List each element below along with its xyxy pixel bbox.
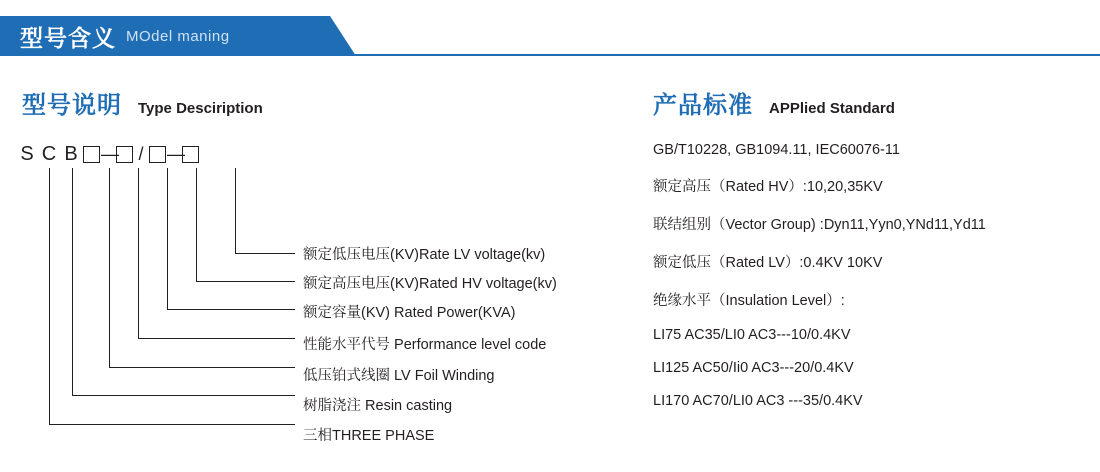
model-code-box-3 [149, 146, 166, 163]
standard-line: 联结组别（Vector Group) :Dyn11,Yyn0,YNd11,Yd11 [653, 217, 986, 233]
header-divider-line [352, 54, 1100, 56]
model-code-sequence [16, 143, 200, 166]
section-title-type-description-cn: 型号说明 [22, 92, 122, 119]
section-title-applied-standard-cn: 产品标准 [653, 92, 753, 119]
model-code-separator-1: — [101, 144, 119, 164]
legend-label-performance-level-code: 性能水平代号 Performance level code [303, 337, 547, 353]
legend-label-lv-foil-winding: 低压铂式线圈 LV Foil Winding [303, 368, 495, 384]
section-title-type-description [22, 85, 263, 120]
model-code-letter-s: S [20, 143, 34, 165]
standard-line: 额定高压（Rated HV）:10,20,35KV [653, 179, 883, 195]
model-code-separator-3: — [167, 144, 185, 164]
legend-label-rated-power: 额定容量(KV) Rated Power(KVA) [303, 305, 516, 321]
legend-label-three-phase: 三相THREE PHASE [303, 428, 435, 444]
standard-line: 绝缘水平（Insulation Level）: [653, 293, 845, 309]
standard-line: GB/T10228, GB1094.11, IEC60076-11 [653, 142, 900, 158]
model-code-box-2 [116, 146, 133, 163]
legend-label-rated-hv-voltage: 额定高压电压(KV)Rated HV voltage(kv) [303, 276, 557, 292]
legend-label-rated-lv-voltage: 额定低压电压(KV)Rate LV voltage(kv) [303, 247, 546, 263]
model-code-letter-b: B [64, 143, 78, 165]
standard-line: 额定低压（Rated LV）:0.4KV 10KV [653, 255, 883, 271]
model-code-box-1 [83, 146, 100, 163]
model-code-separator-2: / [138, 144, 144, 164]
header-title-en: MOdel maning [126, 27, 230, 45]
standard-line: LI170 AC70/LI0 AC3 ---35/0.4KV [653, 393, 863, 409]
header-title-cn: 型号含义 [20, 24, 116, 51]
section-title-applied-standard-en: APPlied Standard [769, 100, 895, 117]
header-banner-wedge [330, 16, 356, 56]
leader-line-7 [49, 168, 295, 425]
standard-line: LI75 AC35/LI0 AC3---10/0.4KV [653, 327, 851, 343]
applied-standard-list [653, 142, 1083, 426]
model-code-letter-c: C [41, 143, 57, 165]
section-title-type-description-en: Type Desciription [138, 100, 263, 117]
section-title-applied-standard [653, 85, 895, 120]
legend-label-resin-casting: 树脂浇注 Resin casting [303, 398, 453, 414]
page-header-banner [0, 16, 330, 56]
standard-line: LI125 AC50/Ii0 AC3---20/0.4KV [653, 360, 854, 376]
model-code-box-4 [182, 146, 199, 163]
